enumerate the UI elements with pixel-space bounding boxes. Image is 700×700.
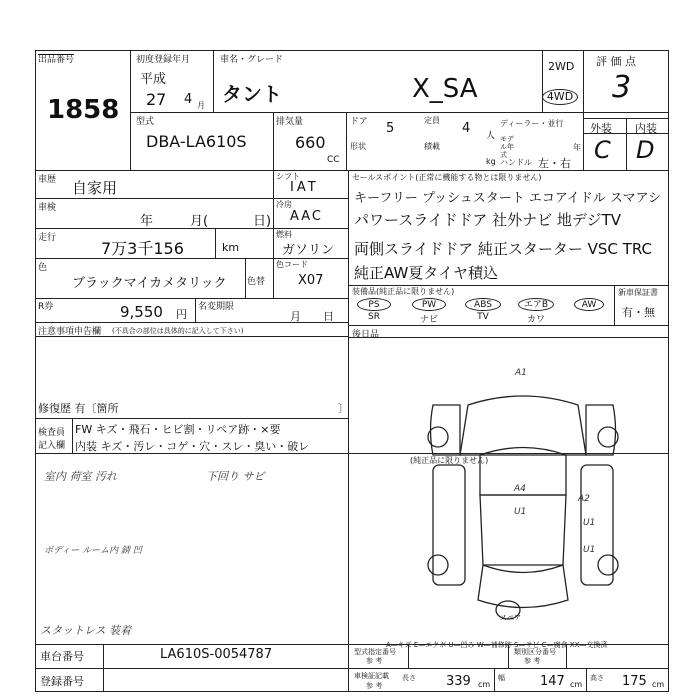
equip-pw	[412, 298, 446, 311]
first-reg-label: 初度登録年月	[136, 55, 191, 65]
model-cert-label: 型式指定番号	[354, 648, 396, 656]
chassis-number: LA610S-0054787	[160, 647, 273, 662]
post-delivery-label: 後日品	[352, 330, 380, 340]
registration-label: 登録番号	[40, 675, 84, 688]
equip-ps	[357, 298, 391, 311]
class-sub: 参 考	[524, 657, 541, 665]
year-unit: 年	[573, 143, 581, 152]
displacement-label: 排気量	[276, 117, 304, 127]
capacity-unit: 人	[486, 131, 496, 141]
damage-mark-a1: A1	[515, 368, 527, 378]
color-label: 色	[38, 263, 48, 273]
sales-point-line-1: キーフリー プッシュスタート エコアイドル スマアシ	[354, 191, 662, 206]
equip-airbag-label: エアB	[523, 300, 549, 310]
dealer-label: ディーラー・並行	[500, 119, 564, 128]
class-label: 類別区分番号	[514, 648, 556, 656]
handwritten-note-right: 下回り サビ	[206, 470, 265, 483]
damage-mark-a2: A2	[578, 494, 590, 504]
recycle-fee: 9,550	[120, 303, 163, 321]
ac-label: 冷房	[276, 200, 292, 209]
shift: IAT	[290, 180, 319, 195]
chassis-label: 車台番号	[40, 650, 84, 663]
exterior-grade: C	[594, 136, 611, 164]
length-cm: cm	[478, 680, 491, 689]
sales-points-label: セールスポイント(正常に機能する物とは限りません)	[352, 173, 542, 182]
repair-close: 〕	[338, 402, 349, 415]
displacement: 660	[295, 133, 326, 152]
length-value: 339	[446, 674, 471, 689]
car-diagram	[398, 365, 648, 625]
width-value: 147	[540, 674, 565, 689]
score-label: 評 価 点	[596, 55, 636, 68]
type-label: 型式	[136, 117, 155, 127]
size-label: 車検証記載	[354, 672, 389, 680]
width-label: 幅	[498, 674, 505, 682]
damage-legend: A—キズ E—エクボ U—凹み W—補修跡 S—サビ C—腐食 XX—交換済	[386, 641, 608, 649]
equip-leather: カワ	[526, 315, 545, 325]
grade: X_SA	[412, 74, 478, 104]
height-label: 高さ	[590, 674, 604, 682]
model-year-label: モデル年式	[500, 135, 514, 159]
color-no: X07	[298, 273, 324, 288]
length-label: 長さ	[402, 674, 416, 682]
equip-pw-label: PW	[421, 300, 437, 310]
damage-mark-u1-b: U1	[583, 518, 596, 528]
doors-label: ドア	[350, 117, 368, 127]
exhibit-number: 1858	[47, 95, 120, 125]
interior-label: 内装	[635, 122, 657, 135]
equip-ps-label: PS	[368, 300, 380, 310]
equipment-label: 装備品(純正品に限りません)	[352, 287, 455, 296]
capacity: 4	[462, 121, 471, 136]
notes-label: 注意事項申告欄	[38, 327, 102, 337]
capacity-label: 定員	[424, 116, 440, 125]
damage-mark-u1-a: U1	[514, 507, 527, 517]
height-cm: cm	[652, 680, 665, 689]
era: 平成	[140, 72, 167, 87]
reg-month: 4	[184, 92, 193, 107]
doors: 5	[386, 121, 395, 136]
inspector-line-1: FW キズ・飛石・ヒビ割・リペア跡・×要	[75, 423, 281, 436]
recycle-label: R券	[38, 302, 54, 312]
reg-year: 27	[146, 90, 167, 109]
score-value: 3	[612, 70, 632, 105]
new-car-warranty-label: 新車保証書	[618, 288, 658, 297]
equip-navi: ナビ	[419, 315, 438, 325]
handwritten-note-3: スタットレス 装着	[40, 624, 132, 637]
fuel-label: 燃料	[276, 230, 292, 239]
drive-2wd: 2WD	[548, 60, 575, 73]
history-label: 車歴	[38, 175, 57, 185]
ac: AAC	[290, 209, 323, 224]
equip-sr: SR	[368, 312, 380, 322]
expiry-label: 名変期限	[198, 302, 235, 312]
drive-4wd-text: 4WD	[546, 90, 574, 103]
kg-label: kg	[486, 157, 496, 166]
drive-4wd	[542, 89, 578, 105]
mileage-unit: km	[222, 241, 240, 254]
inspection-day: 日)	[253, 214, 272, 229]
inspection-month: 月(	[190, 214, 209, 229]
inspector-label-1: 検査員	[38, 428, 66, 438]
equip-abs-label: ABS	[474, 300, 492, 310]
sales-point-line-2: パワースライドドア 社外ナビ 地デジTV	[354, 211, 622, 229]
interior-grade: D	[636, 136, 655, 164]
exterior-label: 外装	[590, 122, 612, 135]
height-value: 175	[622, 674, 647, 689]
spare-label: スペア	[500, 614, 521, 622]
inspection-year: 年	[140, 214, 154, 229]
cc-label: CC	[327, 155, 340, 165]
inspector-label-2: 記入欄	[38, 441, 66, 451]
handle-value: 左・右	[538, 157, 571, 170]
mileage: 7万3千156	[101, 239, 184, 258]
history: 自家用	[72, 179, 118, 197]
equip-aw-label: AW	[581, 300, 597, 310]
equip-abs	[465, 298, 501, 311]
size-sub: 参 考	[366, 682, 383, 690]
sales-point-line-3: 両側スライドドア 純正スターター VSC TRC	[354, 240, 652, 258]
damage-mark-a4: A4	[514, 484, 526, 494]
mileage-label: 走行	[38, 233, 57, 243]
diagram-label: (純正品に限りません)	[410, 456, 489, 465]
car-name: タント	[222, 82, 282, 106]
handwritten-note-2: ボディー ルーム内 錆 凹	[44, 546, 142, 556]
shift-label: シフト	[276, 172, 300, 181]
handle-label: ハンドル	[500, 158, 532, 167]
color-no-label: 色コード	[276, 260, 308, 269]
equip-tv: TV	[477, 312, 489, 322]
model-code: DBA-LA610S	[146, 132, 247, 151]
warranty-value: 有・無	[622, 306, 655, 319]
width-cm: cm	[570, 680, 583, 689]
color-change-label: 色替	[247, 277, 266, 287]
inspector-line-2: 内装 キズ・汚レ・コゲ・穴・スレ・臭い・破レ	[75, 440, 310, 453]
handwritten-note-1: 室内 荷室 汚れ	[44, 470, 117, 483]
repair-history: 修復歴 有〔箇所	[38, 402, 119, 415]
damage-mark-u1-c: U1	[583, 545, 596, 555]
inspection-label: 車検	[38, 203, 57, 213]
equip-aw	[574, 298, 604, 311]
expiry-month: 月	[290, 310, 301, 323]
equip-airbag	[518, 298, 554, 311]
car-grade-label: 車名・グレード	[220, 55, 284, 65]
expiry-day: 日	[323, 310, 334, 323]
model-cert-sub: 参 考	[366, 657, 383, 665]
color: ブラックマイカメタリック	[72, 276, 227, 291]
month-unit: 月	[197, 101, 205, 110]
notes-sub: (不具合の部位は具体的に記入して下さい)	[112, 327, 244, 335]
sales-point-line-4: 純正AW夏タイヤ積込	[354, 264, 498, 282]
recycle-unit: 円	[176, 308, 187, 321]
load-label: 積載	[424, 142, 440, 151]
fuel: ガソリン	[282, 243, 335, 258]
shape-label: 形状	[350, 142, 366, 151]
exhibit-label: 出品番号	[38, 55, 75, 65]
